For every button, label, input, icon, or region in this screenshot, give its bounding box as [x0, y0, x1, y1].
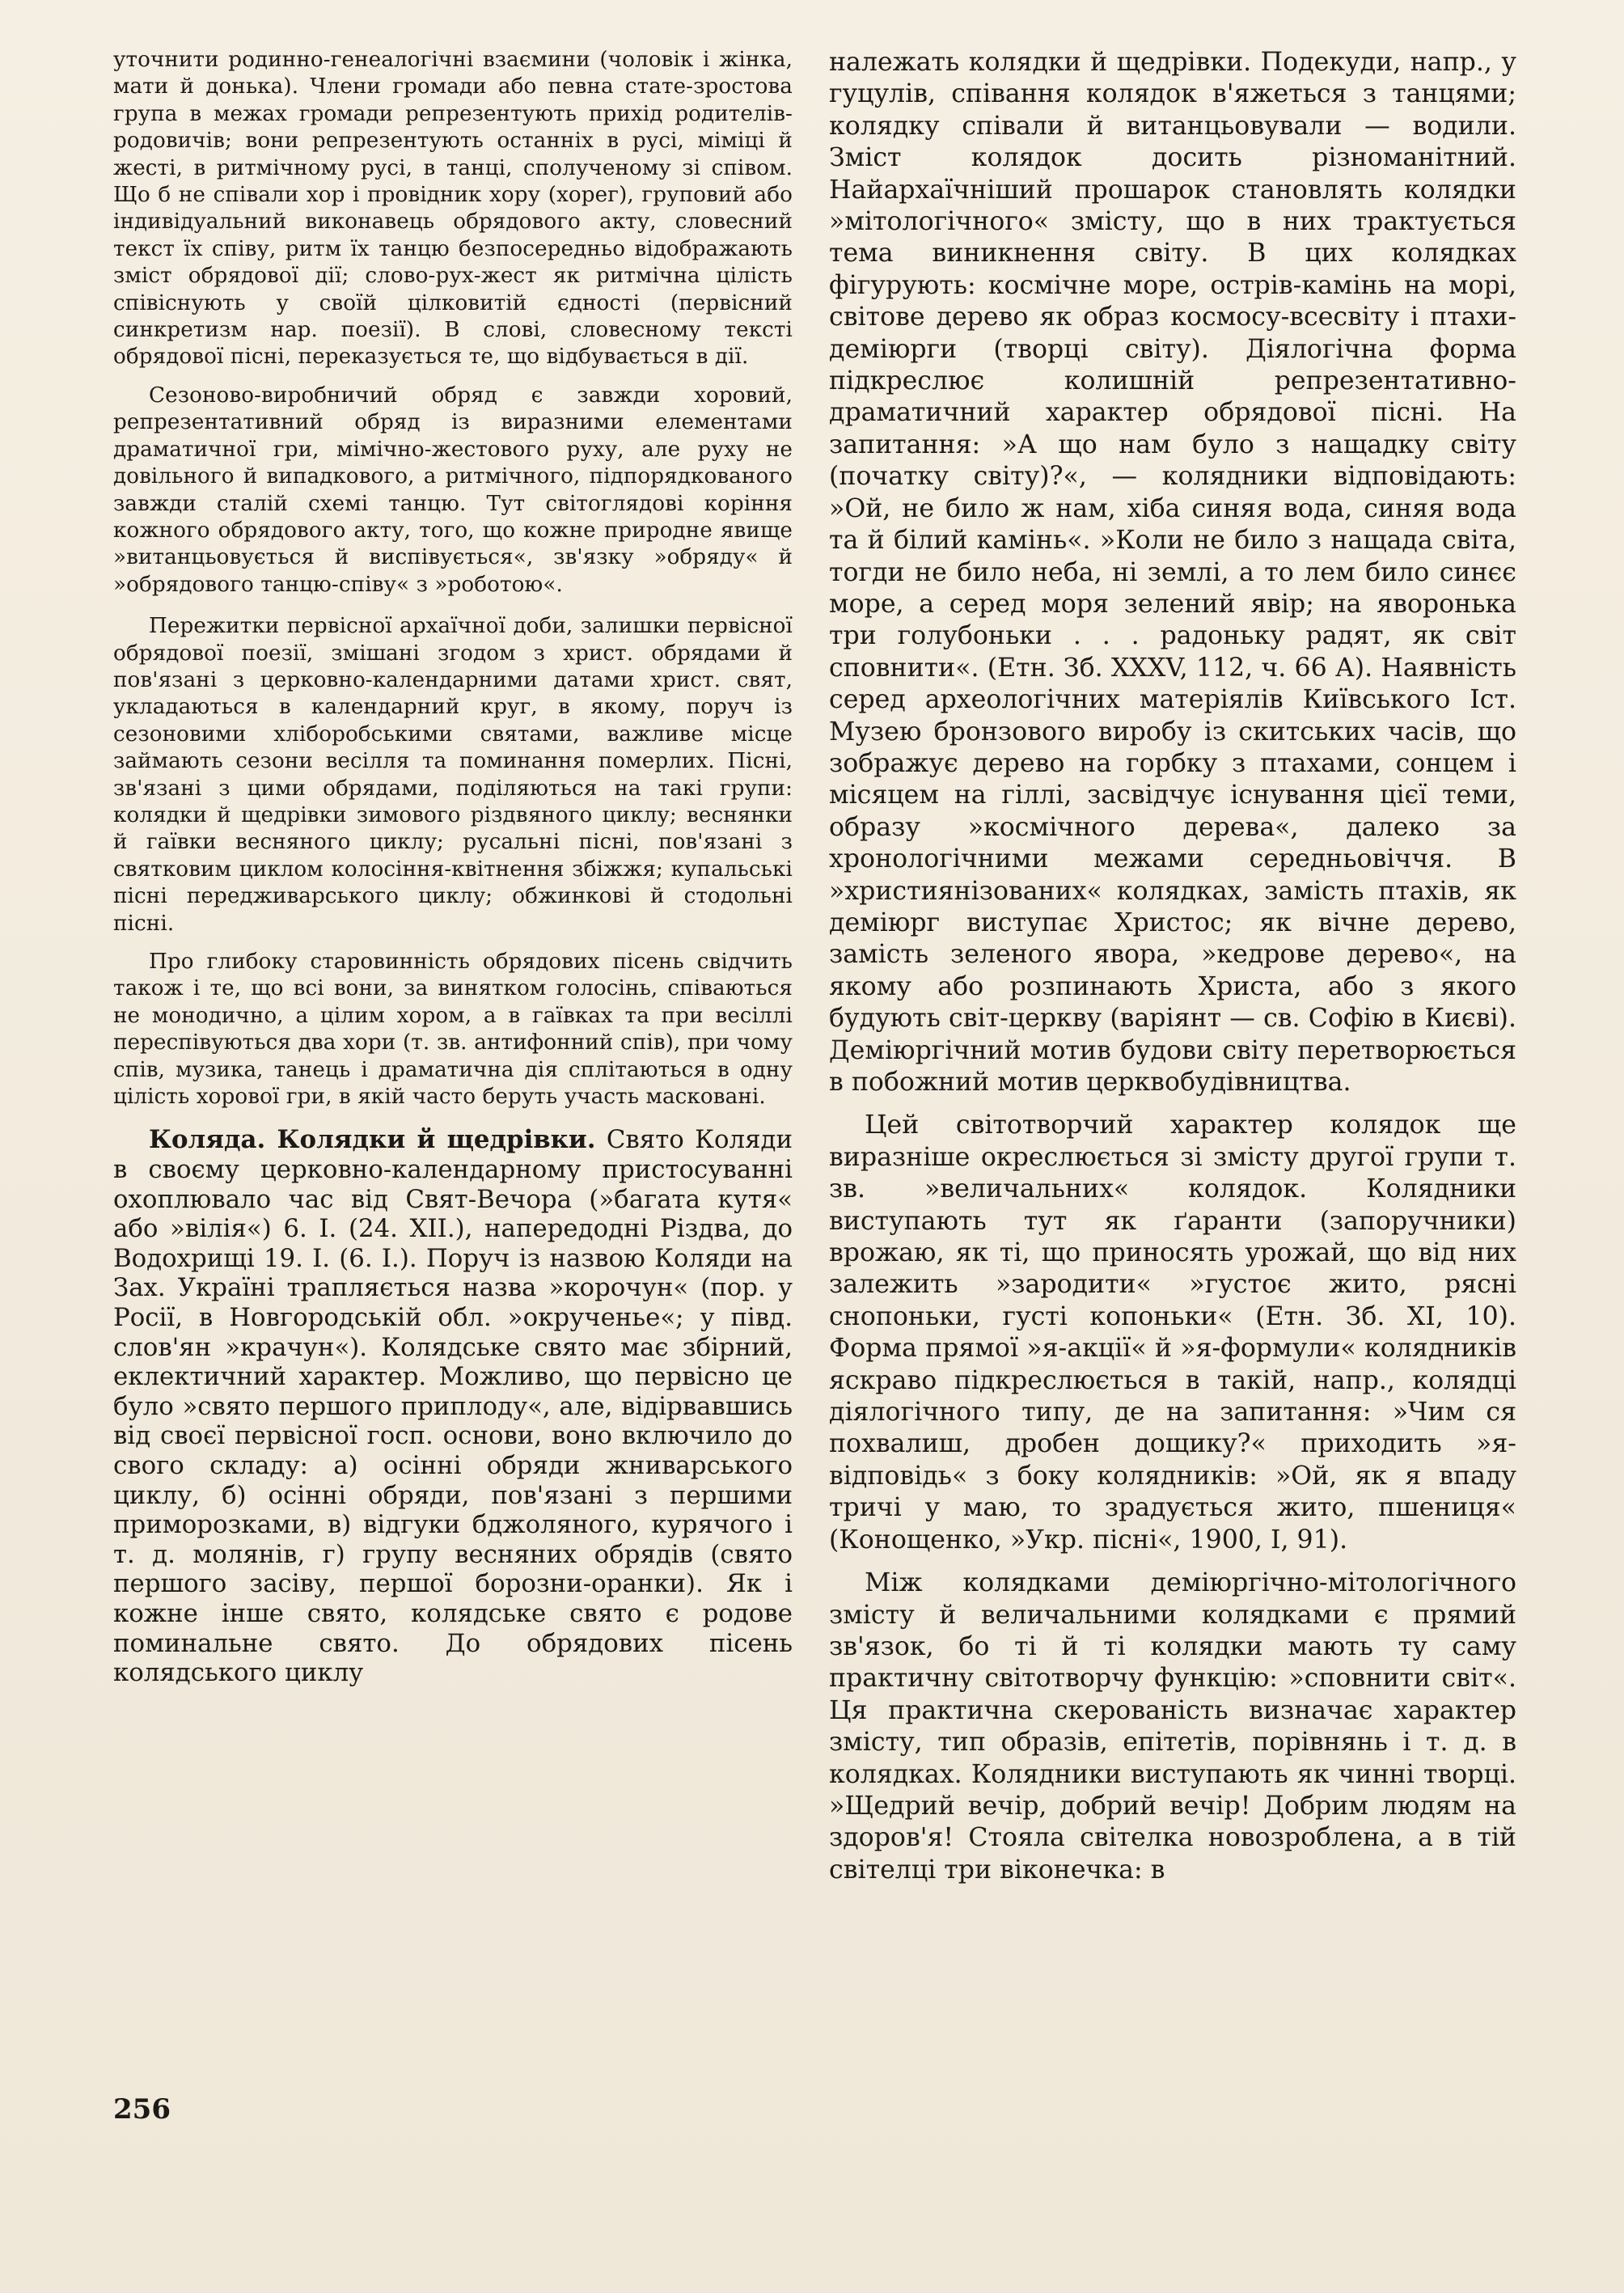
paragraph-antiquity: Про глибоку старовинність обрядових пісень свідчить також і те, що всі вони, за винятком голосінь, співаються не монодично, а цілим хором, а в гаївках та при весіллі переспівуються два хори (т. зв. антифонний спів), при чому спів, музика, танець і драматична дія сплітаються в одну цілість хорової гри, в якій часто беруть участь масковані. — [113, 950, 793, 1110]
paragraph-koliada — [113, 1125, 793, 1687]
paragraph-koliada-body: Свято Коляди в своєму церковно-календарному пристосуванні охоплювало час від Свят-Вечора (»багата кутя« або »вілія«) 6. І. (24. XII.), напередодні Різдва, до Водохрищі 19. І. (6. І.). Поруч із назвою Коляди на Зах. Україні трапляється назва »корочун« (пор. у Росії, в Новгородській обл. »окрученье«; у півд. слов'ян »крачун«). Колядське свято має збірний, еклектичний характер. Можливо, що первісно це було »свято першого приплоду«, але, відірвавшись від своєї первісної госп. основи, воно включило до свого складу: а) осінні обряди жниварського циклу, б) осінні обряди, пов'язані з першими приморозками, в) відгуки бджоляного, курячого і т. д. молянів, г) групу весняних обрядів (свято першого засіву, першої борозни-оранки). Як і кожне інше свято, колядське свято є родове поминальне свято. До обрядових пісень колядського циклу — [113, 1125, 793, 1688]
paragraph-survivals: Пережитки первісної архаїчної доби, залишки первісної обрядової поезії, змішані згодом з христ. обрядами й пов'язані з церковно-календарними датами христ. свят, укладаються в календарний круг, в якому, поруч із сезоновими хліборобськими святами, важливе місце займають сезони весілля та поминання померлих. Пісні, зв'язані з цими обрядами, поділяються на такі групи: колядки й щедрівки зимового різдвяного циклу; веснянки й гаївки весняного циклу; русальні пісні, пов'язані з святковим циклом колосіння-квітнення збіжжя; купальські пісні передживарського циклу; обжинкові й стодольні пісні. — [113, 614, 793, 936]
right-column — [829, 47, 1516, 1886]
left-column — [113, 47, 793, 1688]
paragraph-creative-character: Цей світотворчий характер колядок ще виразніше окреслюється зі змісту другої групи т. зв. »величальних« колядок. Колядники виступають тут як ґаранти (запоручники) врожаю, як ті, що приносять урожай, що від них залежить »зародити« »густоє жито, рясні снопоньки, густі копоньки« (Етн. Зб. XI, 10). Форма прямої »я-акції« й »я-формули« колядників яскраво підкреслюється в такій, напр., колядці діялогічного типу, де на запитання: »Чим ся похвалиш, дробен дощику?« приходить »я-відповідь« з боку колядників: »Ой, як я впаду тричі у маю, то зрадується жито, пшениця« (Конощенко, »Укр. пісні«, 1900, І, 91). — [829, 1111, 1516, 1555]
paragraph-koliadky-content: належать колядки й щедрівки. Подекуди, напр., у гуцулів, співання колядок в'яжеться з танцями; колядку співали й витанцьовували — водили. Зміст колядок досить різноманітний. Найархаїчніший прошарок становлять колядки »мітологічного« змісту, що в них трактується тема виникнення світу. В цих колядках фігурують: космічне море, острів-камінь на морі, світове дерево як образ космосу-всесвіту і птахи-деміюрги (творці світу). Діялогічна форма підкреслює колишній репрезентативно-драматичний характер обрядової пісні. На запитання: »А що нам було з нащадку світу (початку світу)?«, — колядники відповідають: »Ой, не било ж нам, хіба синяя вода, синяя вода та й білий камінь«. »Коли не било з нащада світа, тогди не било неба, ні землі, а то лем било синєє море, а серед моря зелений явір; на яворонька три голубоньки . . . радоньку радят, як світ сповнити«. (Етн. Зб. XXXV, 112, ч. 66 А). Наявність серед археологічних матеріялів Київського Іст. Музею бронзового виробу із скитських часів, що зображує дерево на горбку з птахами, сонцем і місяцем на гіллі, засвідчує існування цієї теми, образу »космічного дерева«, далеко за хронологічними межами середньовіччя. В »християнізованих« колядках, замість птахів, як деміюрг виступає Христос; як вічне дерево, замість зеленого явора, »кедрове дерево«, на якому або розпинають Христа, або з якого будують світ-церкву (варіянт — св. Софію в Києві). Деміюргічний мотив будови світу перетворюється в побожний мотив церквобудівництва. — [829, 48, 1516, 1097]
section-heading-koliada: Коляда. Колядки й щедрівки. — [149, 1125, 596, 1155]
paragraph-connection: Між колядками деміюргічно-мітологічного змісту й величальними колядками є прямий зв'язок, бо ті й ті колядки мають ту саму практичну світотворчу функцію: »сповнити світ«. Ця практична скерованість визначає характер змісту, тип образів, епітетів, порівнянь і т. д. в колядках. Колядники виступають як чинні творці. »Щедрий вечір, добрий вечір! Добрим людям на здоров'я! Стояла світелка новозроблена, а в тій світелці три віконечка: в — [829, 1568, 1516, 1885]
paragraph-seasonal-rite: Сезоново-виробничий обряд є завжди хоровий, репрезентативний обряд із виразними елементами драматичної гри, мімічно-жестового руху, але руху не довільного й випадкового, а ритмічного, підпорядкованого завжди сталій схемі танцю. Тут світоглядові коріння кожного обрядового акту, того, що кожне природне явище »витанцьовується й виспівується«, зв'язку »обряду« й »обрядового танцю-співу« з »роботою«. — [113, 383, 793, 597]
paragraph-continuation: уточнити родинно-генеалогічні взаємини (чоловік і жінка, мати й донька). Члени громади або певна стате-зростова група в межах громади репрезентують прихід родителів-родовичів; вони репрезентують останніх в русі, міміці й жесті, в ритмічному русі, в танці, сполученому зі співом. Що б не співали хор і провідник хору (хорег), груповий або індивідуальний виконавець обрядового акту, словесний текст їх співу, ритм їх танцю безпосередньо відображають зміст обрядової дії; слово-рух-жест як ритмічна цілість співіснують у своїй цілковитій єдності (первісний синкретизм нар. поезії). В слові, словесному тексті обрядової пісні, переказується те, що відбувається в дії. — [113, 48, 793, 370]
page-number: 256 — [113, 2093, 171, 2126]
